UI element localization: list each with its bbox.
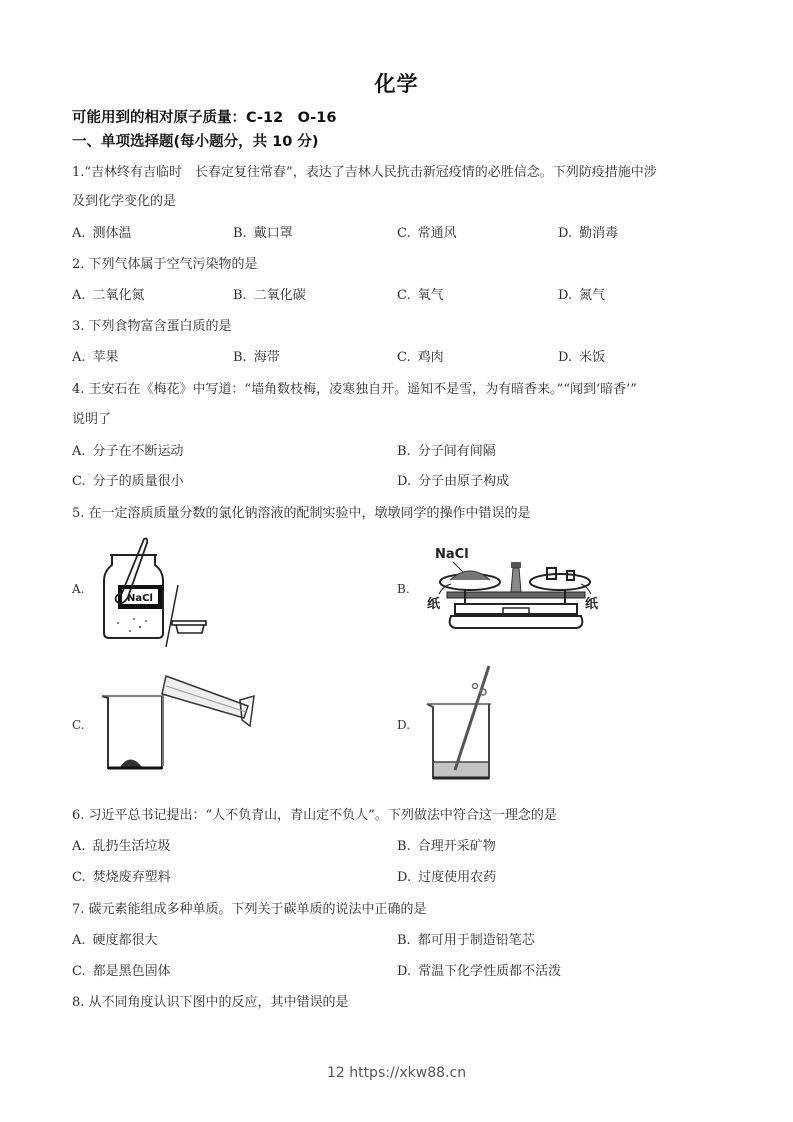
question-stem-cont: 说明了 [72, 412, 112, 427]
question-stem: 4. 王安石在《梅花》中写道：“墙角数枝梅，凌寒独自开。遥知不是雪，为有暗香来。”“闻到‘暗香’” [72, 382, 637, 397]
option-b[interactable]: B. 二氧化碳 [233, 288, 306, 303]
reagent-bottle-spoon-figure [100, 535, 210, 650]
question-stem-cont: 及到化学变化的是 [72, 194, 177, 209]
question-stem: 5. 在一定溶质质量分数的氯化钠溶液的配制实验中，墩墩同学的操作中错误的是 [72, 506, 531, 521]
option-a[interactable]: A. 硬度都很大 [72, 933, 158, 948]
option-a[interactable]: A. 测体温 [72, 226, 132, 241]
option-d[interactable]: D. 米饭 [558, 350, 606, 365]
option-d[interactable]: D. 过度使用农药 [397, 870, 497, 885]
option-d[interactable]: D. [397, 718, 411, 732]
option-b[interactable]: B. 海带 [233, 350, 280, 365]
option-d[interactable]: D. 氮气 [558, 288, 606, 303]
option-a[interactable]: A. [72, 582, 85, 596]
svg-text:纸: 纸 [427, 597, 441, 612]
option-c[interactable]: C. 分子的质量很小 [72, 474, 184, 489]
option-b[interactable]: B. [397, 582, 410, 596]
pouring-cylinder-figure [100, 668, 265, 778]
option-a[interactable]: A. 苹果 [72, 350, 119, 365]
page-title: 化学 [374, 72, 419, 96]
svg-text:纸: 纸 [585, 597, 599, 612]
svg-text:NaCl: NaCl [435, 547, 469, 562]
option-a[interactable]: A. 分子在不断运动 [72, 444, 184, 459]
option-d[interactable]: D. 勤消毒 [558, 226, 619, 241]
option-d[interactable]: D. 常温下化学性质都不活泼 [397, 964, 562, 979]
question-stem: 2. 下列气体属于空气污染物的是 [72, 257, 258, 272]
balance-scale-figure [425, 540, 605, 635]
option-c[interactable]: C. 鸡肉 [397, 350, 444, 365]
option-b[interactable]: B. 分子间有间隔 [397, 444, 496, 459]
section-heading: 一、单项选择题(每小题分，共 10 分) [72, 134, 319, 150]
atomic-masses-note: 可能用到的相对原子质量：C-12 O-16 [72, 110, 337, 126]
question-stem: 1.“吉林终有吉临时 长春定复往常春”，表达了吉林人民抗击新冠疫情的必胜信念。下列防疫措施中涉 [72, 165, 657, 180]
option-c[interactable]: C. 焚烧废弃塑料 [72, 870, 171, 885]
option-c[interactable]: C. 都是黑色固体 [72, 964, 171, 979]
question-stem: 8. 从不同角度认识下图中的反应，其中错误的是 [72, 995, 349, 1010]
option-c[interactable]: C. [72, 718, 85, 732]
option-a[interactable]: A. 二氧化氮 [72, 288, 145, 303]
page-footer: 12 https://xkw88.cn [326, 1065, 467, 1081]
svg-text:NaCl: NaCl [127, 593, 153, 604]
option-a[interactable]: A. 乱扔生活垃圾 [72, 839, 171, 854]
option-b[interactable]: B. 合理开采矿物 [397, 839, 496, 854]
option-b[interactable]: B. 戴口罩 [233, 226, 293, 241]
option-c[interactable]: C. 常通风 [397, 226, 457, 241]
stirring-beaker-figure [425, 660, 505, 785]
option-c[interactable]: C. 氧气 [397, 288, 444, 303]
question-stem: 3. 下列食物富含蛋白质的是 [72, 319, 232, 334]
question-stem: 7. 碳元素能组成多种单质。下列关于碳单质的说法中正确的是 [72, 902, 427, 917]
question-stem: 6. 习近平总书记提出：“人不负青山，青山定不负人”。下列做法中符合这一理念的是 [72, 808, 557, 823]
option-d[interactable]: D. 分子由原子构成 [397, 474, 510, 489]
option-b[interactable]: B. 都可用于制造铅笔芯 [397, 933, 535, 948]
